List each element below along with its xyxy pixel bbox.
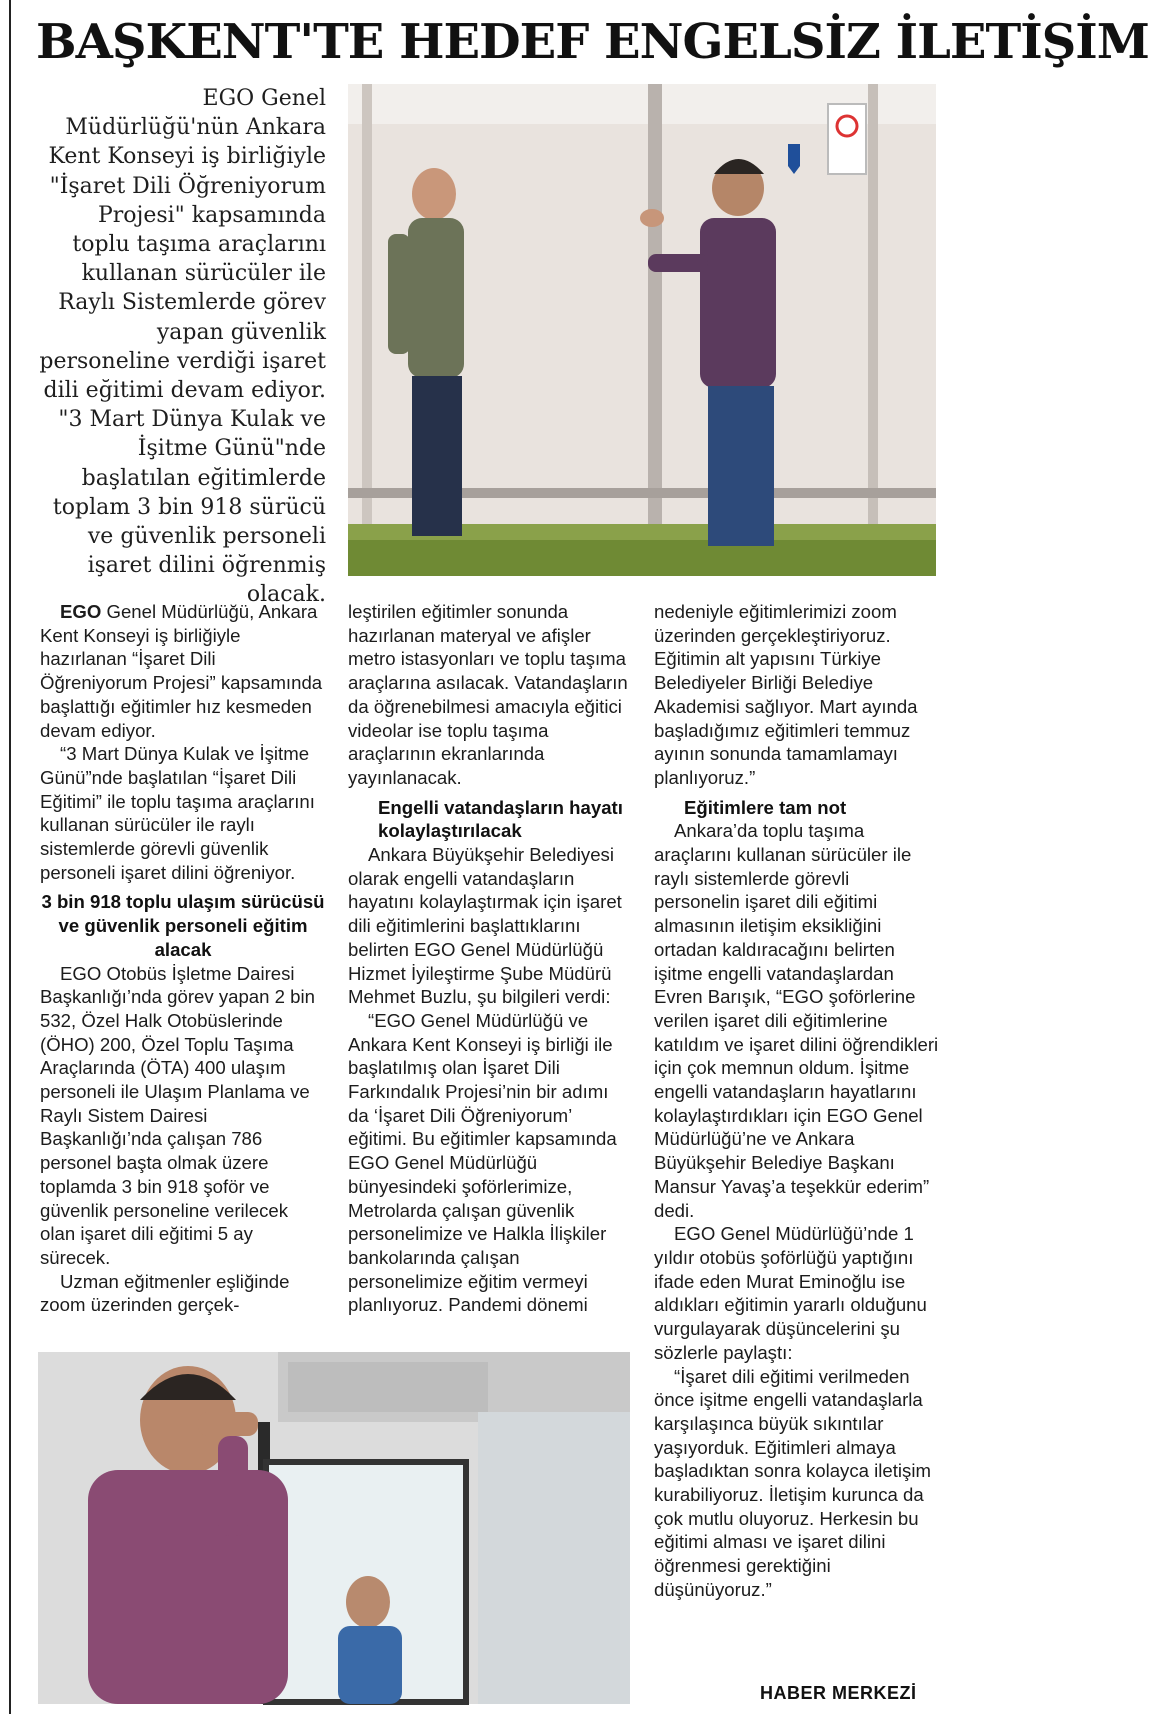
col3-paragraph-1: nedeniyle eğitimlerimizi zoom üzerinden gerçekleştiriyoruz. Eğitimin alt yapısını Türkiye Belediyeler Birliği Belediye Akademisi sağlıyor. Mart ayında başladığımız eğitimleri temmuz ayının sonunda tamamlamayı planlıyoruz.” <box>654 601 918 788</box>
col3-paragraph-3: EGO Genel Müdürlüğü’nde 1 yıldır otobüs şoförlüğü yaptığını ifade eden Murat Eminoğlu ise aldıkları eğitimin yararlı olduğunu vurgulayarak düşüncelerini şu sözlerle paylaştı: <box>654 1223 927 1363</box>
lead-paragraph <box>36 84 326 610</box>
photo-top-illustration <box>348 84 936 576</box>
photo-two-men-signing <box>348 84 936 576</box>
col3-paragraph-2: Ankara’da toplu taşıma araçlarını kullanan sürücüler ile raylı sistemlerde görevli personelin işaret dili eğitimi almasının iletişim eksikliğini ortadan kaldıracağını belirten işitme engelli vatandaşlardan Evren Barışık, “EGO şoförlerine verilen işaret dili eğitimlerine katıldım ve işaret dilini öğrendikleri için çok memnun oldum. İşitme engelli vatandaşların hayatlarını kolaylaştırdıkları için EGO Genel Müdürlüğü’ne ve Ankara Büyükşehir Belediye Başkanı Mansur Yavaş’a teşekkür ederim” dedi. <box>654 820 939 1221</box>
article-column-2 <box>348 600 634 1317</box>
col1-paragraph-2: “3 Mart Dünya Kulak ve İşitme Günü”nde başlatılan “İşaret Dili Eğitimi” ile toplu taşıma araçlarını kullanan sürücüler ile raylı sistemlerde görevli güvenlik personeli işaret dilini öğreniyor. <box>40 743 315 883</box>
col3-subheading: Eğitimlere tam not <box>684 796 847 818</box>
col2-paragraph-2: Ankara Büyükşehir Belediyesi olarak engelli vatandaşların hayatını kolaylaştırmak için işaret dili eğitimlerini başlattıklarını belirten EGO Genel Müdürlüğü Hizmet İyileştirme Şube Müdürü Mehmet Buzlu, şu bilgileri verdi: <box>348 844 622 1008</box>
col3-paragraph-4: “İşaret dili eğitimi verilmeden önce işitme engelli vatandaşlarla karşılaşınca büyük sıkıntılar yaşıyorduk. Eğitimleri almaya başladıktan sonra kolayca iletişim kurabiliyoruz. İletişim kurunca da çok mutlu oluyoruz. Herkesin bu eğitimi alması ve işaret dilini öğrenmesi gerektiğini düşünüyoruz.” <box>654 1365 931 1600</box>
column-rule <box>9 0 11 1714</box>
lead-text: EGO Genel Müdürlüğü'nün Ankara Kent Konseyi iş birliğiyle "İşaret Dili Öğreniyorum Projesi" kapsamında toplu taşıma araçlarını kullanan sürücüler ile Raylı Sistemlerde görev yapan güvenlik personeline verdiği işaret dili eğitimi devam ediyor. "3 Mart Dünya Kulak ve İşitme Günü"nde başlatılan eğitimlerde toplam 3 bin 918 sürücü ve güvenlik personeli işaret dilini öğrenmiş olacak. <box>39 86 326 608</box>
photo-bottom-illustration <box>38 1352 630 1704</box>
article-column-3 <box>654 600 940 1602</box>
photo-bus-driver <box>38 1352 630 1704</box>
col1-paragraph-4: Uzman eğitmenler eşliğinde zoom üzerinden gerçek- <box>40 1270 290 1316</box>
col2-paragraph-1: leştirilen eğitimler sonunda hazırlanan materyal ve afişler metro istasyonları ve toplu taşıma araçlarına asılacak. Vatandaşların da öğrenebilmesi amacıyla eğitici videolar ise toplu taşıma araçlarının ekranlarında yayınlanacak. <box>348 601 628 788</box>
col1-subheading: 3 bin 918 toplu ulaşım sürücüsü ve güvenlik personeli eğitim alacak <box>41 891 325 960</box>
col1-lead-word: EGO <box>60 601 102 622</box>
col2-paragraph-3: “EGO Genel Müdürlüğü ve Ankara Kent Konseyi iş birliği ile başlatılmış olan İşaret Dili Farkındalık Projesi’nin bir adımı da ‘İşaret Dili Öğreniyorum’ eğitimi. Bu eğitimler kapsamında EGO Genel Müdürlüğü bünyesindeki şoförlerimize, Metrolarda çalışan güvenlik personelimize ve Halkla İlişkiler bankolarında çalışan personelimize eğitim vermeyi planlıyoruz. Pandemi dönemi <box>348 1009 617 1316</box>
col1-paragraph-1 <box>40 600 326 742</box>
headline: BAŞKENT'TE HEDEF ENGELSİZ İLETİŞİM <box>36 14 1149 70</box>
col1-paragraph-1-text: Genel Müdürlüğü, Ankara Kent Konseyi iş birliğiyle hazırlanan “İşaret Dili Öğreniyorum Projesi” kapsamında başlattığı eğitimler hız kesmeden devam ediyor. <box>40 601 323 741</box>
col1-paragraph-3: EGO Otobüs İşletme Dairesi Başkanlığı’nda görev yapan 2 bin 532, Özel Halk Otobüslerinde (ÖHO) 200, Özel Toplu Taşıma Araçlarında (ÖTA) 400 ulaşım personeli ile Ulaşım Planlama ve Raylı Sistem Dairesi Başkanlığı’nda çalışan 786 personel başta olmak üzere toplamda 3 bin 918 şoför ve güvenlik personeline verilecek olan işaret dili eğitimi 5 ay sürecek. <box>40 962 315 1268</box>
article-column-1 <box>40 600 326 1317</box>
col2-subheading: Engelli vatandaşların hayatı kolaylaştırılacak <box>378 796 623 842</box>
byline: HABER MERKEZİ <box>760 1683 917 1703</box>
